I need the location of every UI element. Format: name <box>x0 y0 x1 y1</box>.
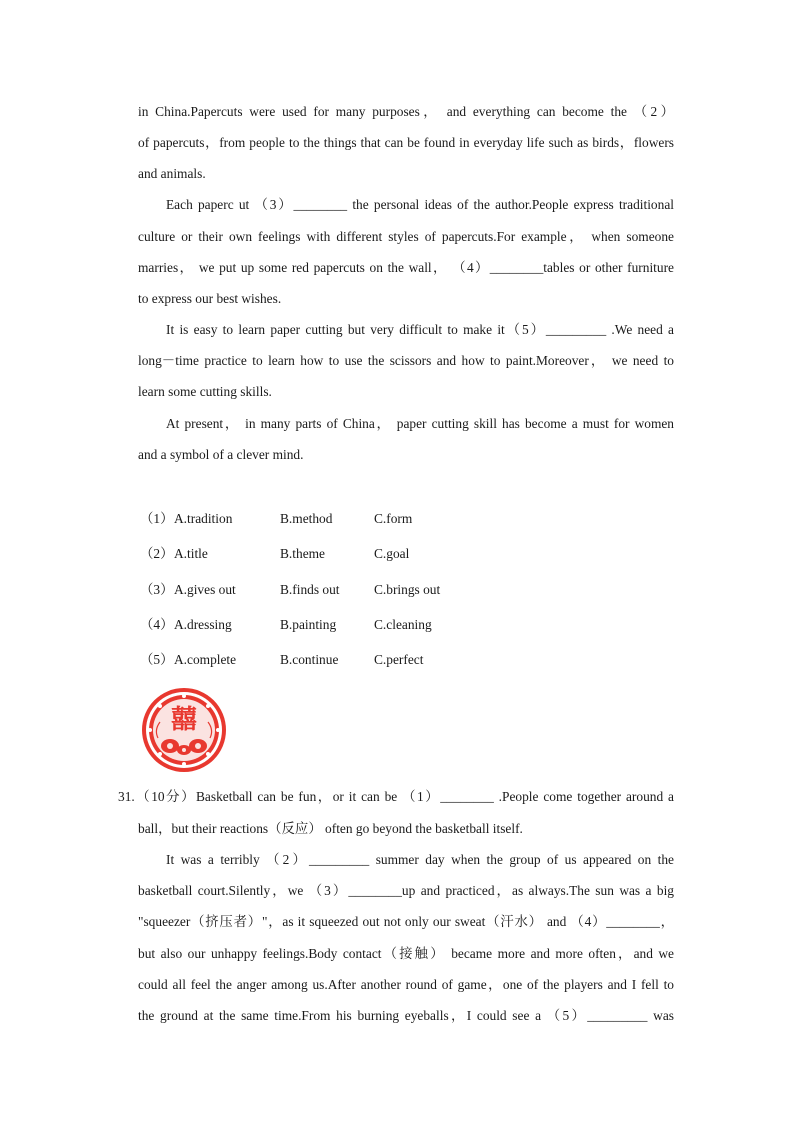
passage-line: and animals. <box>138 166 206 181</box>
passage-line: Each paperc ut （3）________ the personal ideas of the author.People express traditional <box>166 197 674 212</box>
option-c: C.cleaning <box>374 617 432 632</box>
question-31-line: but also our unhappy feelings.Body contact（接触） became more and more often，and we <box>138 946 674 961</box>
papercut-double-happiness-image <box>140 686 228 774</box>
option-c: C.brings out <box>374 582 441 597</box>
papercut-graphic <box>140 686 228 774</box>
question-31-line: could all feel the anger among us.After another round of game，one of the players and I fell to <box>138 977 674 992</box>
passage-line: learn some cutting skills. <box>138 384 272 399</box>
passage-line: It is easy to learn paper cutting but very difficult to make it（5）_________ .We need a <box>166 322 674 337</box>
option-number: （1） <box>140 511 174 526</box>
option-b: B.theme <box>280 546 325 561</box>
option-c: C.form <box>374 511 413 526</box>
passage-line: to express our best wishes. <box>138 291 282 306</box>
option-a: A.title <box>174 546 208 561</box>
question-31-line: 31.（10分）Basketball can be fun，or it can be （1）________ .People come together around a <box>118 789 674 804</box>
question-31-line: "squeezer（挤压者）"，as it squeezed out not only our sweat（汗水） and （4）________， <box>138 914 674 929</box>
option-b: B.painting <box>280 617 337 632</box>
passage-line: culture or their own feelings with different styles of papercuts.For example， when someone <box>138 229 674 244</box>
option-c: C.perfect <box>374 652 424 667</box>
passage-line: At present， in many parts of China， paper cutting skill has become a must for women <box>166 416 674 431</box>
option-number: （3） <box>140 582 174 597</box>
passage-line: marries， we put up some red papercuts on the wall， （4）________tables or other furniture <box>138 260 674 275</box>
option-b: B.continue <box>280 652 339 667</box>
option-a: A.dressing <box>174 617 232 632</box>
option-number: （4） <box>140 617 174 632</box>
option-c: C.goal <box>374 546 410 561</box>
question-31-line: ball，but their reactions（反应） often go beyond the basketball itself. <box>138 821 523 836</box>
option-a: A.gives out <box>174 582 236 597</box>
passage-line: and a symbol of a clever mind. <box>138 447 304 462</box>
option-number: （2） <box>140 546 174 561</box>
option-number: （5） <box>140 652 174 667</box>
option-b: B.method <box>280 511 333 526</box>
option-a: A.tradition <box>174 511 233 526</box>
option-b: B.finds out <box>280 582 340 597</box>
passage-line: in China.Papercuts were used for many purposes， and everything can become the （2） <box>138 104 674 119</box>
question-31-line: basketball court.Silently，we （3）________up and practiced，as always.The sun was a big <box>138 883 674 898</box>
passage-line: of papercuts，from people to the things that can be found in everyday life such as birds，flowers <box>138 135 674 150</box>
question-31-line: the ground at the same time.From his burning eyeballs，I could see a （5）_________ was <box>138 1008 674 1023</box>
svg-text:囍: 囍 <box>170 705 198 735</box>
question-31-line: It was a terribly （2）_________ summer day when the group of us appeared on the <box>166 852 674 867</box>
option-a: A.complete <box>174 652 237 667</box>
passage-line: long－time practice to learn how to use the scissors and how to paint.Moreover， we need to <box>138 353 674 368</box>
